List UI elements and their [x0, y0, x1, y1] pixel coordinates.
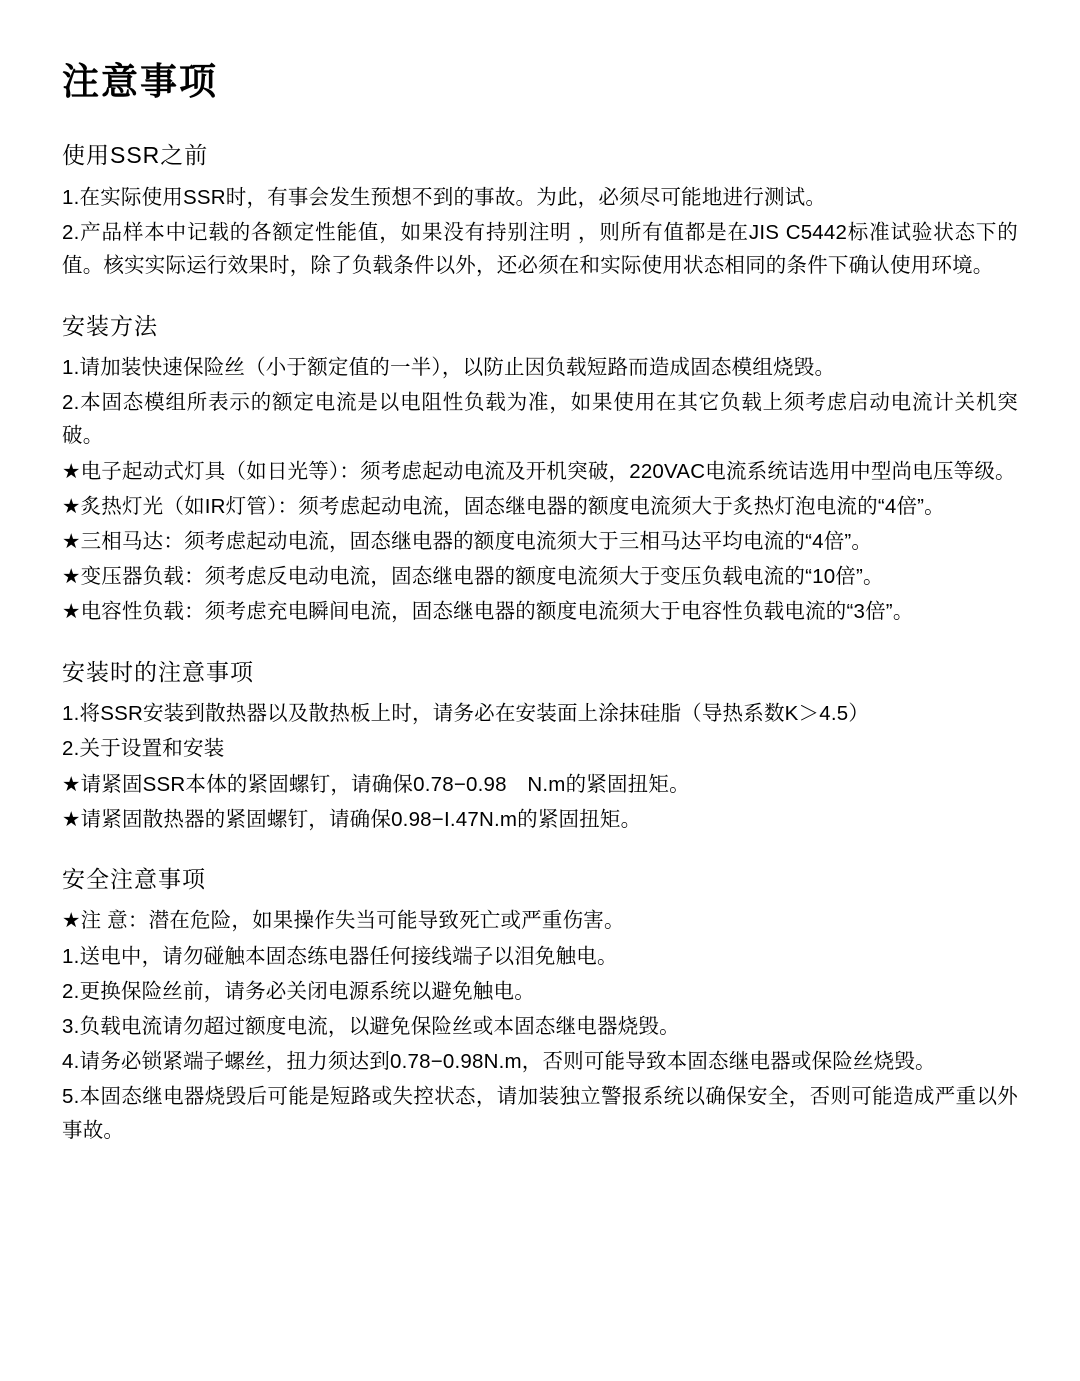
paragraph: 2.产品样本中记载的各额定性能值，如果没有持别注明 ，则所有值都是在JIS C5442标准试验状态下的值。核实实际运行效果时，除了负载条件以外，还必须在和实际使用状态相同的条件下确认使用环境。	[62, 221, 1018, 278]
paragraph: 1.送电中，请勿碰触本固态练电器任何接线端子以泪免触电。	[62, 944, 618, 968]
paragraph: 2.本固态模组所表示的额定电流是以电阻性负载为准，如果使用在其它负载上须考虑启动电流计关机突破。	[62, 391, 1018, 448]
section-safety-cautions	[62, 862, 1018, 1147]
section-installation-method	[62, 309, 1018, 629]
paragraph: ★三相马达：须考虑起动电流，固态继电器的额度电流须大于三相马达平均电流的“4倍”。	[62, 530, 873, 554]
paragraph: ★电容性负载：须考虑充电瞬间电流，固态继电器的额度电流须大于电容性负载电流的“3倍”。	[62, 600, 914, 624]
section-heading: 安装时的注意事项	[62, 658, 254, 685]
paragraph: ★请紧固散热器的紧固螺钉，请确保0.98−I.47N.m的紧固扭矩。	[62, 807, 642, 831]
paragraph: 3.负载电流请勿超过额度电流，以避免保险丝或本固态继电器烧毁。	[62, 1015, 680, 1039]
paragraph: 2.关于设置和安装	[62, 737, 225, 761]
section-installation-cautions	[62, 655, 1018, 836]
section-heading: 使用SSR之前	[62, 142, 209, 169]
paragraph: ★炙热灯光（如IR灯管）：须考虑起动电流，固态继电器的额度电流须大于炙热灯泡电流的“4倍”。	[62, 494, 945, 518]
section-heading: 安装方法	[62, 312, 158, 339]
paragraph: ★注 意：潜在危险，如果操作失当可能导致死亡或严重伤害。	[62, 909, 625, 933]
paragraph: 1.将SSR安装到散热器以及散热板上时，请务必在安装面上涂抹硅脂（导热系数K＞4.5）	[62, 702, 870, 726]
section-before-using-ssr	[62, 138, 1018, 282]
section-heading: 安全注意事项	[62, 865, 206, 892]
paragraph: 2.更换保险丝前，请务必关闭电源系统以避免触电。	[62, 979, 535, 1003]
paragraph: ★电子起动式灯具（如日光等）：须考虑起动电流及开机突破，220VAC电流系统诘选用中型尚电压等级。	[62, 459, 1016, 483]
paragraph: 5.本固态继电器烧毁后可能是短路或失控状态，请加装独立警报系统以确保安全，否则可能造成严重以外事故。	[62, 1085, 1018, 1142]
paragraph: 1.请加装快速保险丝（小于额定值的一半），以防止因负载短路而造成固态模组烧毁。	[62, 356, 836, 379]
paragraph: ★请紧固SSR本体的紧固螺钉，请确保0.78−0.98 N.m的紧固扭矩。	[62, 772, 690, 796]
paragraph: 1.在实际使用SSR时，有事会发生预想不到的事故。为此，必须尽可能地进行测试。	[62, 185, 827, 209]
paragraph: ★变压器负载：须考虑反电动电流，固态继电器的额度电流须大于变压负载电流的“10倍”。	[62, 565, 884, 589]
page-title: 注意事项	[62, 61, 218, 102]
paragraph: 4.请务必锁紧端子螺丝，扭力须达到0.78−0.98N.m，否则可能导致本固态继电器或保险丝烧毁。	[62, 1050, 936, 1074]
